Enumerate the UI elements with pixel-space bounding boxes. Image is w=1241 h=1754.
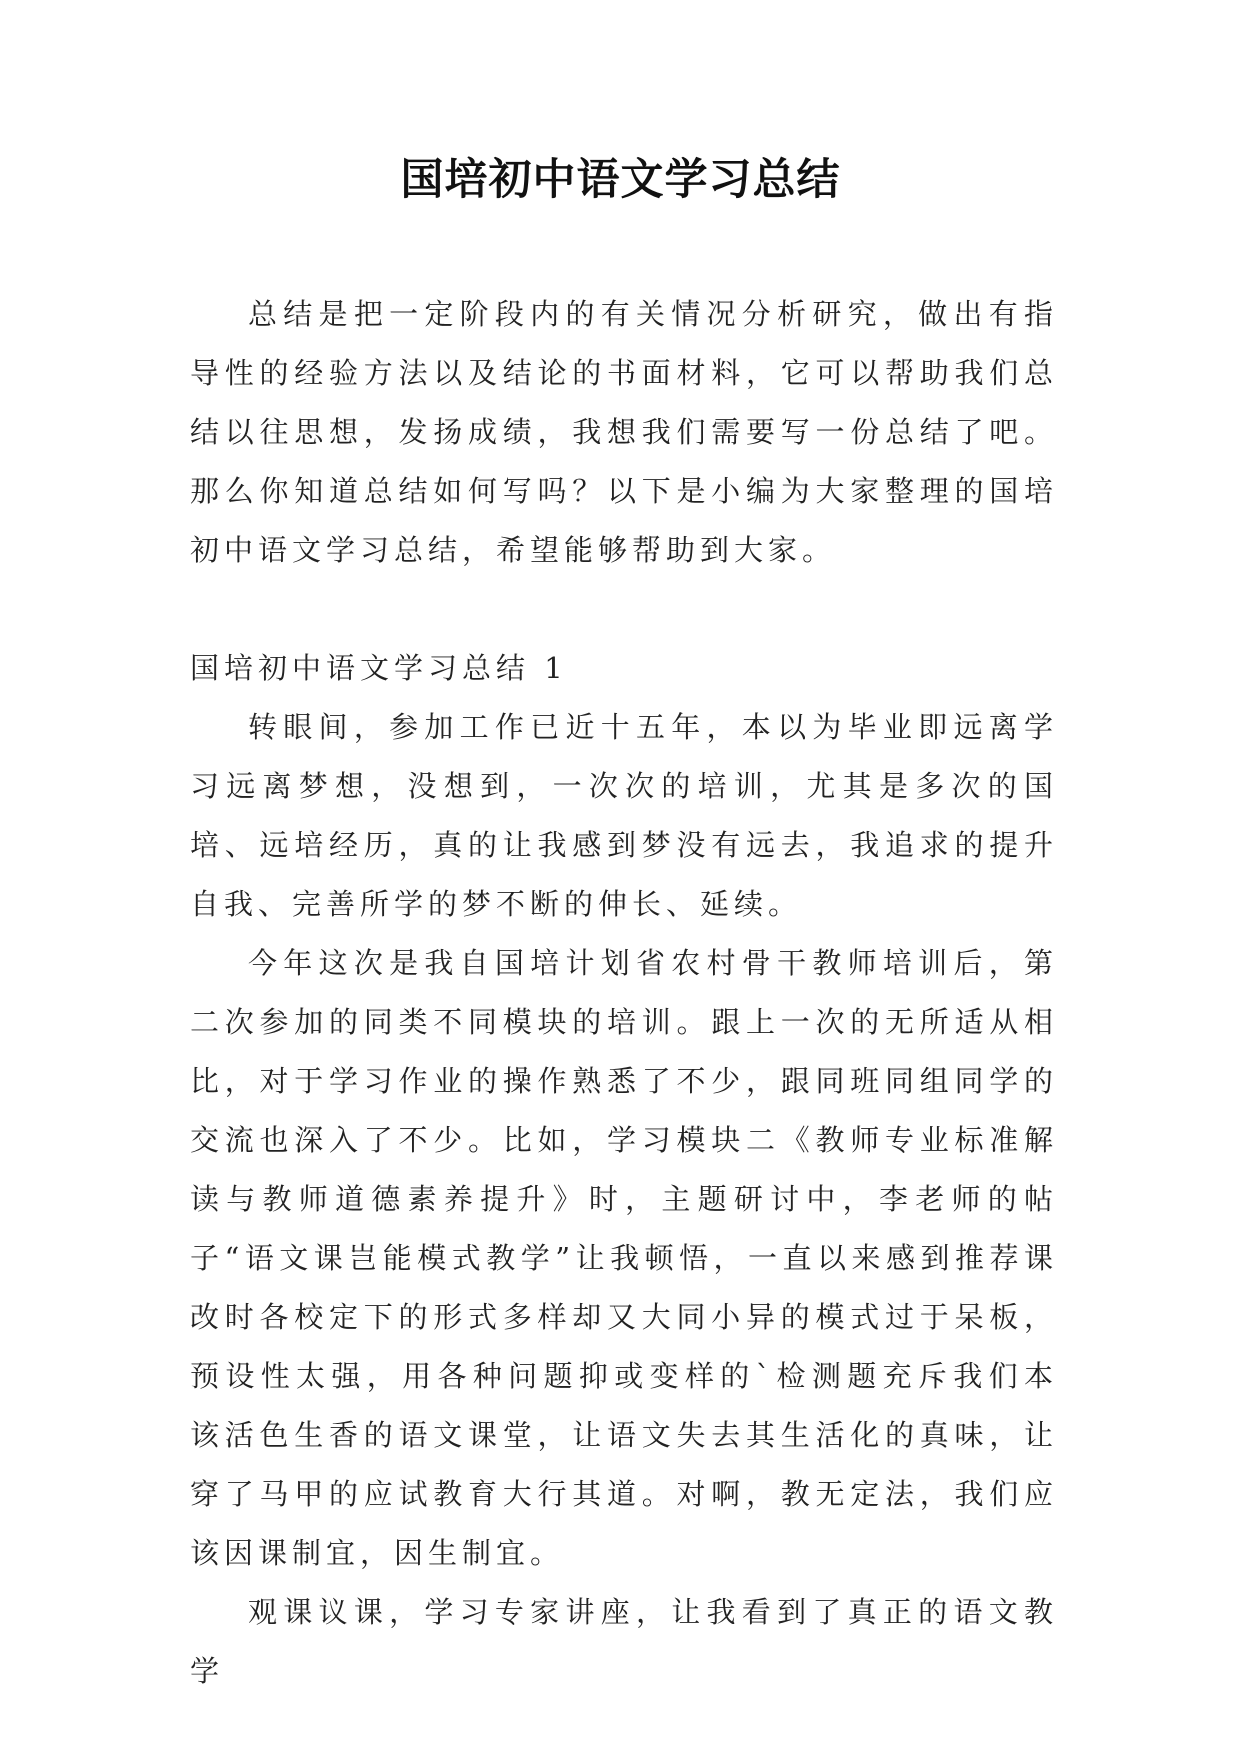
body-paragraph-3: 观课议课，学习专家讲座，让我看到了真正的语文教学	[190, 1595, 1058, 1688]
document-body	[190, 285, 1058, 1701]
section-heading: 国培初中语文学习总结 1	[190, 651, 568, 685]
body-paragraph-2: 今年这次是我自国培计划省农村骨干教师培训后，第二次参加的同类不同模块的培训。跟上一次的无所适从相比，对于学习作业的操作熟悉了不少，跟同班同组同学的交流也深入了不少。比如，学习模块二《教师专业标准解读与教师道德素养提升》时，主题研讨中，李老师的帖子“语文课岂能模式教学”让我顿悟，一直以来感到推荐课改时各校定下的形式多样却又大同小异的模式过于呆板，预设性太强，用各种问题抑或变样的`检测题充斥我们本该活色生香的语文课堂，让语文失去其生活化的真味，让穿了马甲的应试教育大行其道。对啊，教无定法，我们应该因课制宜，因生制宜。	[190, 946, 1058, 1570]
document-title: 国培初中语文学习总结	[400, 155, 841, 205]
intro-paragraph: 总结是把一定阶段内的有关情况分析研究，做出有指导性的经验方法以及结论的书面材料，它可以帮助我们总结以往思想，发扬成绩，我想我们需要写一份总结了吧。那么你知道总结如何写吗？以下是小编为大家整理的国培初中语文学习总结，希望能够帮助到大家。	[190, 297, 1058, 567]
body-paragraph-1: 转眼间，参加工作已近十五年，本以为毕业即远离学习远离梦想，没想到，一次次的培训，尤其是多次的国培、远培经历，真的让我感到梦没有远去，我追求的提升自我、完善所学的梦不断的伸长、延续。	[190, 710, 1058, 921]
